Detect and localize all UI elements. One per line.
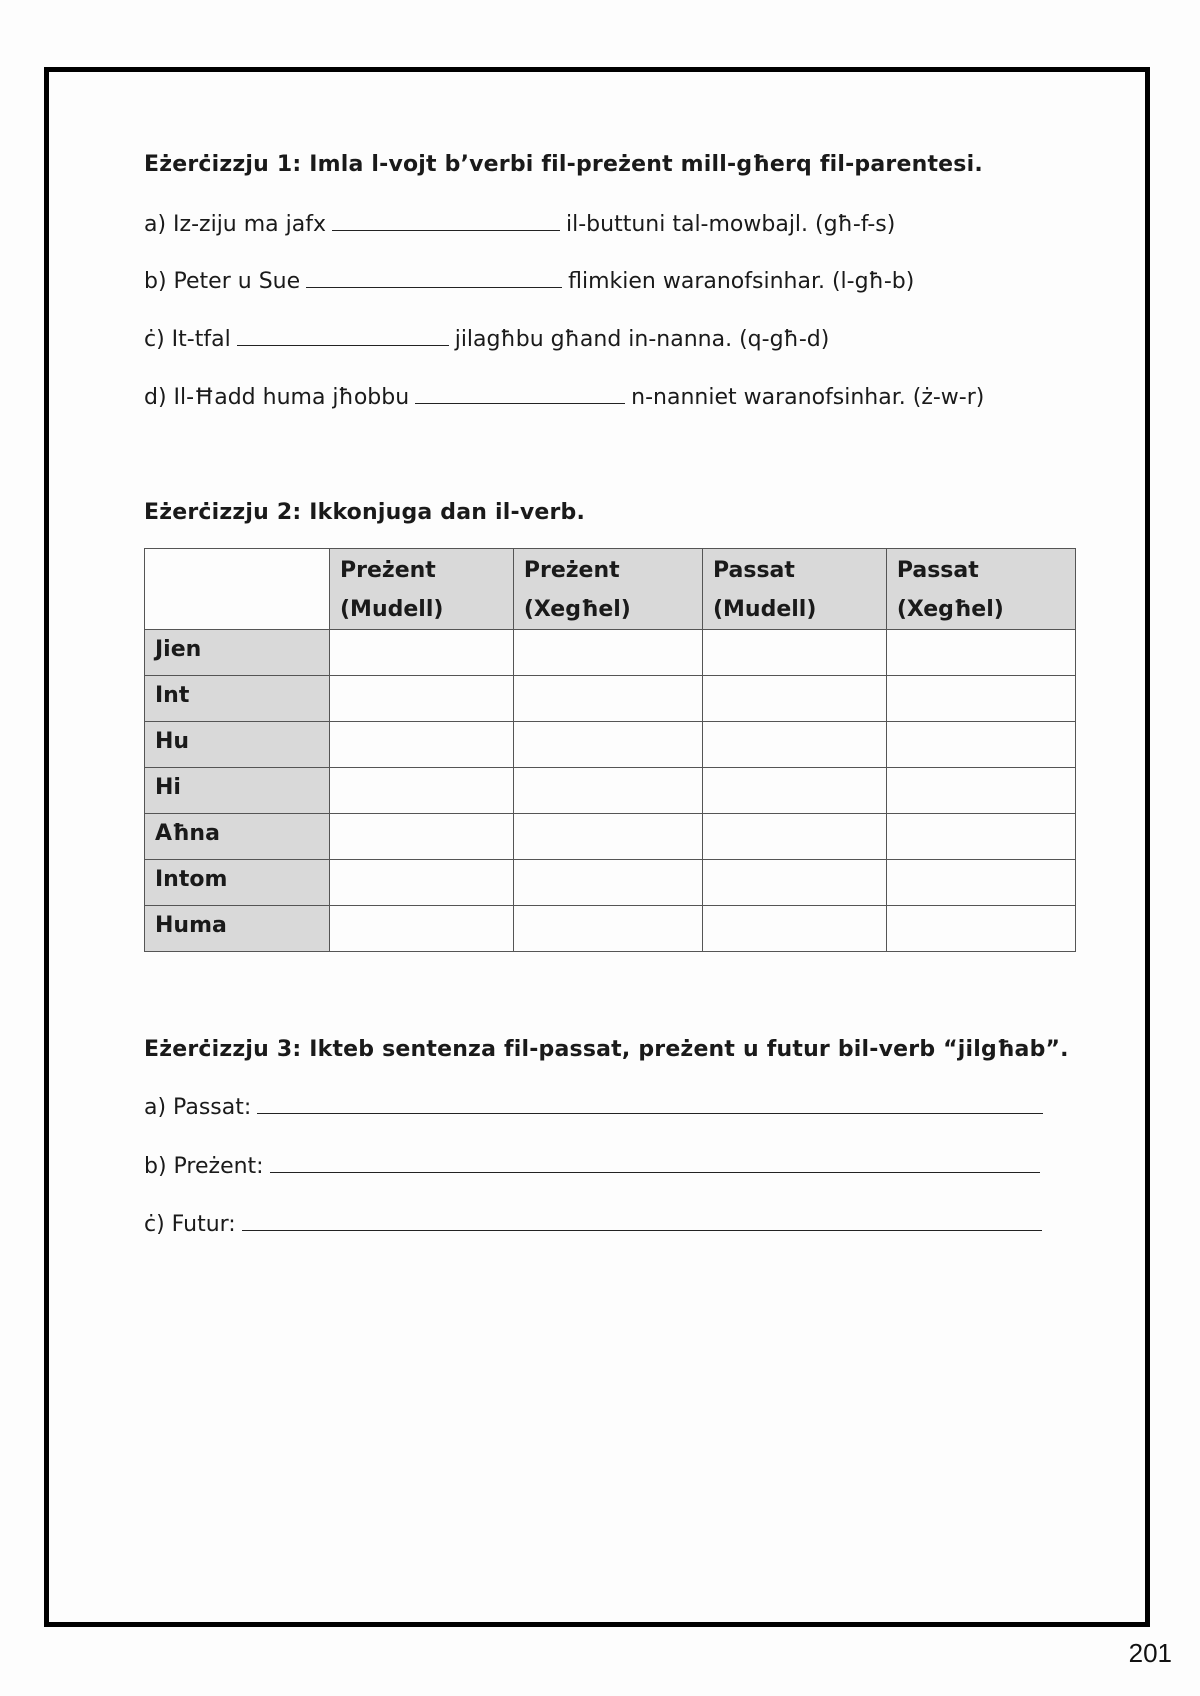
answer-cell[interactable]	[886, 722, 1075, 768]
exercise-1-item-b	[144, 265, 914, 295]
answer-cell[interactable]	[513, 676, 702, 722]
table-row	[145, 906, 1076, 952]
pronoun-cell: Jien	[145, 630, 330, 676]
exercise-3-item-a	[144, 1091, 1049, 1121]
answer-cell[interactable]	[886, 676, 1075, 722]
answer-cell[interactable]	[886, 768, 1075, 814]
answer-cell[interactable]	[702, 814, 886, 860]
exercise-1-title: Eżerċizzju 1: Imla l-vojt b’verbi fil-preżent mill-għerq fil-parentesi.	[144, 152, 983, 177]
answer-cell[interactable]	[330, 906, 514, 952]
answer-cell[interactable]	[330, 630, 514, 676]
answer-cell[interactable]	[513, 722, 702, 768]
table-row	[145, 630, 1076, 676]
answer-cell[interactable]	[330, 676, 514, 722]
table-row	[145, 676, 1076, 722]
item-c-blank[interactable]	[237, 323, 449, 346]
item-c-answer-line[interactable]	[242, 1208, 1042, 1231]
answer-cell[interactable]	[702, 630, 886, 676]
item-a-after: il-buttuni tal-mowbajl. (għ-f-s)	[566, 212, 896, 237]
exercise-2-title: Eżerċizzju 2: Ikkonjuga dan il-verb.	[144, 500, 586, 525]
pronoun-cell: Huma	[145, 906, 330, 952]
answer-cell[interactable]	[513, 768, 702, 814]
exercise-1-item-a	[144, 208, 895, 238]
answer-cell[interactable]	[702, 768, 886, 814]
column-header: Preżent (Xegħel)	[513, 549, 702, 630]
exercise-1-item-c	[144, 323, 829, 353]
pronoun-cell: Hu	[145, 722, 330, 768]
answer-cell[interactable]	[886, 630, 1075, 676]
table-row	[145, 814, 1076, 860]
table-row	[145, 722, 1076, 768]
pronoun-cell: Hi	[145, 768, 330, 814]
column-header: Preżent (Mudell)	[330, 549, 514, 630]
item-d-before: d) Il-Ħadd huma jħobbu	[144, 385, 410, 410]
answer-cell[interactable]	[886, 860, 1075, 906]
pronoun-cell: Int	[145, 676, 330, 722]
item-a-before: a) Iz-ziju ma jafx	[144, 212, 327, 237]
item-c-label: ċ) Futur:	[144, 1212, 236, 1237]
answer-cell[interactable]	[513, 630, 702, 676]
exercise-3-item-b	[144, 1150, 1046, 1180]
answer-cell[interactable]	[702, 722, 886, 768]
item-b-label: b) Preżent:	[144, 1154, 264, 1179]
table-header-row	[145, 549, 1076, 630]
answer-cell[interactable]	[513, 860, 702, 906]
column-header: Passat (Xegħel)	[886, 549, 1075, 630]
exercise-1-item-d	[144, 381, 984, 411]
table-corner-cell	[145, 549, 330, 630]
item-b-answer-line[interactable]	[270, 1150, 1040, 1173]
item-d-blank[interactable]	[415, 381, 625, 404]
answer-cell[interactable]	[513, 906, 702, 952]
answer-cell[interactable]	[330, 768, 514, 814]
item-a-label: a) Passat:	[144, 1095, 252, 1120]
table-row	[145, 768, 1076, 814]
answer-cell[interactable]	[330, 722, 514, 768]
exercise-3-title: Eżerċizzju 3: Ikteb sentenza fil-passat, preżent u futur bil-verb “jilgħab”.	[144, 1037, 1069, 1062]
item-c-before: ċ) It-tfal	[144, 327, 231, 352]
answer-cell[interactable]	[330, 860, 514, 906]
answer-cell[interactable]	[702, 860, 886, 906]
conjugation-table	[144, 548, 1076, 952]
item-b-before: b) Peter u Sue	[144, 269, 301, 294]
item-b-after: flimkien waranofsinhar. (l-għ-b)	[568, 269, 915, 294]
pronoun-cell: Aħna	[145, 814, 330, 860]
answer-cell[interactable]	[330, 814, 514, 860]
answer-cell[interactable]	[886, 814, 1075, 860]
item-c-after: jilagħbu għand in-nanna. (q-għ-d)	[454, 327, 830, 352]
item-a-answer-line[interactable]	[257, 1091, 1043, 1114]
item-b-blank[interactable]	[306, 265, 562, 288]
item-d-after: n-nanniet waranofsinhar. (ż-w-r)	[631, 385, 985, 410]
table-row	[145, 860, 1076, 906]
item-a-blank[interactable]	[332, 208, 560, 231]
answer-cell[interactable]	[886, 906, 1075, 952]
exercise-3-item-c	[144, 1208, 1048, 1238]
page-number: 201	[1128, 1638, 1172, 1668]
answer-cell[interactable]	[702, 676, 886, 722]
answer-cell[interactable]	[702, 906, 886, 952]
pronoun-cell: Intom	[145, 860, 330, 906]
column-header: Passat (Mudell)	[702, 549, 886, 630]
answer-cell[interactable]	[513, 814, 702, 860]
